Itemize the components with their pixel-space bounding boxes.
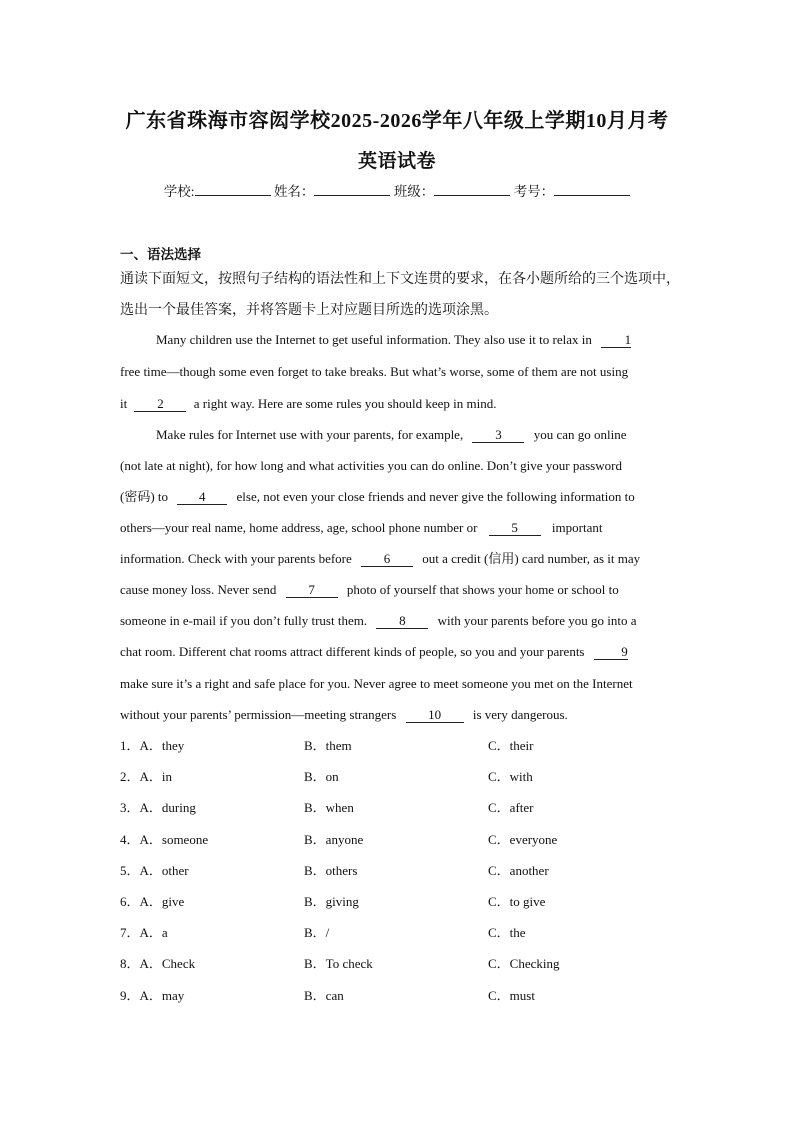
passage-line <box>120 705 676 725</box>
class-blank[interactable] <box>434 183 510 196</box>
passage-line <box>120 518 676 538</box>
passage-text: you can go online <box>533 427 627 442</box>
question-options <box>120 798 680 818</box>
passage-line <box>156 330 676 350</box>
question-options <box>120 736 680 756</box>
passage-line <box>120 394 676 414</box>
option-c[interactable]: C．to give <box>488 894 546 909</box>
passage-text: is very dangerous. <box>472 707 568 722</box>
option-a[interactable]: 3．A．during <box>120 800 196 815</box>
option-a[interactable]: 2．A．in <box>120 769 173 784</box>
option-b[interactable]: B．on <box>304 769 339 784</box>
question-options <box>120 954 680 974</box>
passage-text: others—your real name, home address, age, school phone number or <box>120 520 478 535</box>
option-c[interactable]: C．their <box>488 738 534 753</box>
option-c[interactable]: C．with <box>488 769 533 784</box>
option-a[interactable]: 5．A．other <box>120 863 189 878</box>
passage-text: a right way. Here are some rules you should keep in mind. <box>193 396 497 411</box>
option-b[interactable]: B．others <box>304 863 358 878</box>
question-options <box>120 861 680 881</box>
school-blank[interactable] <box>195 183 271 196</box>
option-b[interactable]: B．when <box>304 800 354 815</box>
question-options <box>120 892 680 912</box>
passage-text: with your parents before you go into a <box>437 613 637 628</box>
exam-number-blank[interactable] <box>554 183 630 196</box>
option-a[interactable]: 9．A．may <box>120 988 185 1003</box>
class-label: 班级： <box>393 184 435 199</box>
blank-3[interactable]: 3 <box>472 427 524 443</box>
passage-text: important <box>551 520 603 535</box>
option-b[interactable]: B．anyone <box>304 832 364 847</box>
passage-text: chat room. Different chat rooms attract different kinds of people, so you and your parents <box>120 644 585 659</box>
passage-text: Make rules for Internet use with your parents, for example, <box>156 427 464 442</box>
option-a[interactable]: 1．A．they <box>120 738 185 753</box>
passage-text: photo of yourself that shows your home or school to <box>346 582 619 597</box>
option-b[interactable]: B．them <box>304 738 352 753</box>
question-options <box>120 923 680 943</box>
option-b[interactable]: B．To check <box>304 956 373 971</box>
blank-6[interactable]: 6 <box>361 551 413 567</box>
passage-line <box>120 642 676 662</box>
option-b[interactable]: B．giving <box>304 894 359 909</box>
passage-line <box>120 611 676 631</box>
blank-2[interactable]: 2 <box>134 396 186 412</box>
student-info-line <box>0 180 794 200</box>
name-blank[interactable] <box>314 183 390 196</box>
option-c[interactable]: C．another <box>488 863 549 878</box>
blank-8[interactable]: 8 <box>376 613 428 629</box>
instructions-line: 选出一个最佳答案，并将答题卡上对应题目所选的选项涂黑。 <box>120 303 498 318</box>
option-a[interactable]: 4．A．someone <box>120 832 209 847</box>
option-c[interactable]: C．must <box>488 988 535 1003</box>
section-heading: 一、语法选择 <box>120 247 201 262</box>
passage-line <box>156 425 676 445</box>
blank-5[interactable]: 5 <box>489 520 541 536</box>
option-b[interactable]: B．/ <box>304 925 330 940</box>
passage-line: (not late at night), for how long and what activities you can do online. Don’t give your password <box>120 458 622 473</box>
option-b[interactable]: B．can <box>304 988 344 1003</box>
passage-text: information. Check with your parents before <box>120 551 352 566</box>
passage-text: cause money loss. Never send <box>120 582 277 597</box>
passage-text: out a credit (信用) card number, as it may <box>422 551 641 566</box>
passage-text: without your parents’ permission—meeting strangers <box>120 707 397 722</box>
option-a[interactable]: 8．A．Check <box>120 956 196 971</box>
question-options <box>120 830 680 850</box>
blank-9[interactable]: 9 <box>594 644 628 660</box>
question-options <box>120 767 680 787</box>
name-label: 姓名： <box>273 184 315 199</box>
option-a[interactable]: 7．A．a <box>120 925 168 940</box>
blank-7[interactable]: 7 <box>286 582 338 598</box>
school-label: 学校: <box>163 184 195 199</box>
blank-10[interactable]: 10 <box>406 707 464 723</box>
question-options <box>120 986 680 1006</box>
passage-line <box>120 580 676 600</box>
passage-text: it <box>120 396 128 411</box>
passage-text: (密码) to <box>120 489 169 504</box>
passage-text: else, not even your close friends and never give the following information to <box>236 489 635 504</box>
blank-4[interactable]: 4 <box>177 489 227 505</box>
passage-text: Many children use the Internet to get useful information. They also use it to relax in <box>156 332 592 347</box>
passage-line <box>120 549 676 569</box>
passage-text: someone in e-mail if you don’t fully trust them. <box>120 613 368 628</box>
option-a[interactable]: 6．A．give <box>120 894 185 909</box>
exam-subtitle: 英语试卷 <box>357 151 436 172</box>
exam-title: 广东省珠海市容闳学校2025-2026学年八年级上学期10月月考 <box>125 110 669 132</box>
instructions-line: 通读下面短文，按照句子结构的语法性和上下文连贯的要求，在各小题所给的三个选项中， <box>120 272 680 287</box>
passage-line: make sure it’s a right and safe place for you. Never agree to meet someone you met on the Internet <box>120 676 633 691</box>
passage-line: free time—though some even forget to take breaks. But what’s worse, some of them are not using <box>120 364 629 379</box>
exam-number-label: 考号： <box>513 184 555 199</box>
passage-line <box>120 487 676 507</box>
option-c[interactable]: C．Checking <box>488 956 560 971</box>
option-c[interactable]: C．after <box>488 800 534 815</box>
option-c[interactable]: C．the <box>488 925 526 940</box>
option-c[interactable]: C．everyone <box>488 832 558 847</box>
blank-1[interactable]: 1 <box>601 332 631 348</box>
